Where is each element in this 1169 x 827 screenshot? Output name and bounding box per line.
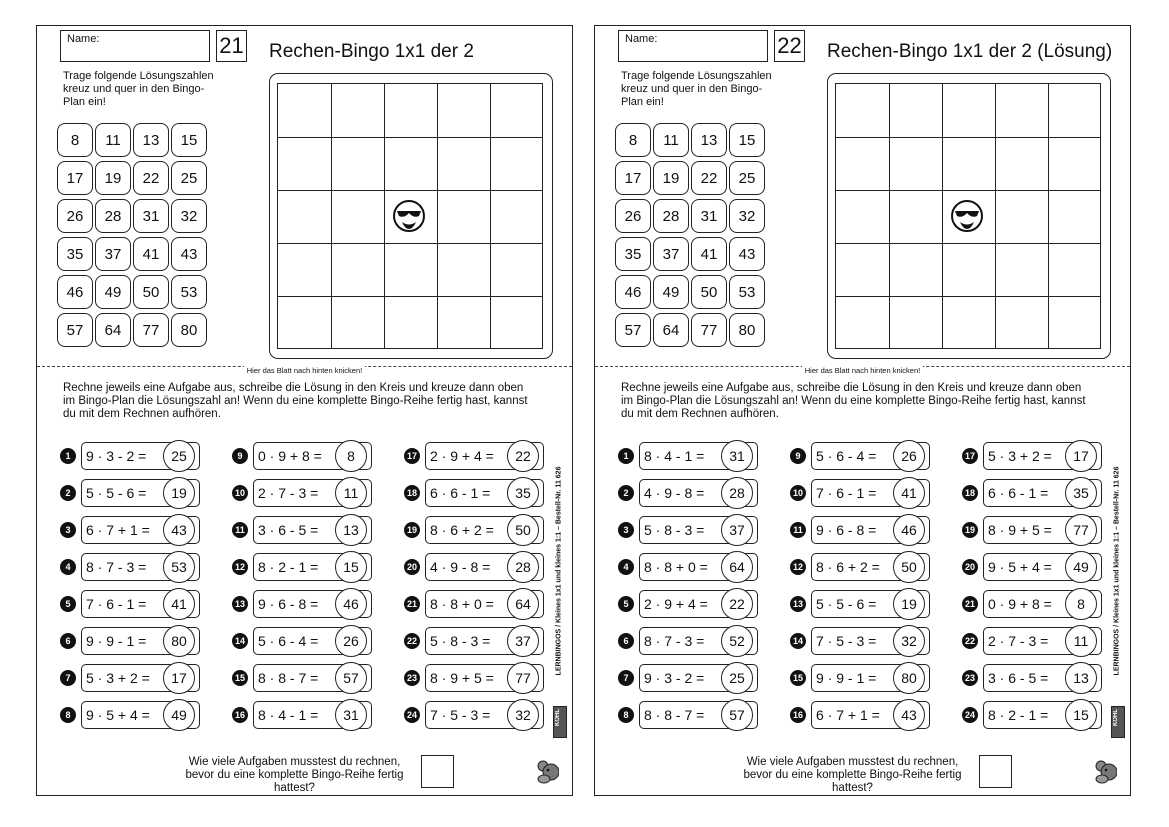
task-item — [618, 662, 760, 694]
solution-number: 19 — [653, 161, 689, 195]
answer-circle[interactable]: 46 — [893, 514, 925, 546]
solution-number: 31 — [133, 199, 169, 233]
task-item — [618, 440, 760, 472]
answer-circle[interactable]: 35 — [507, 477, 539, 509]
task-item — [404, 588, 546, 620]
solution-number: 31 — [691, 199, 727, 233]
task-expression: 8 · 4 - 1 = — [644, 448, 705, 464]
answer-circle[interactable]: 19 — [163, 477, 195, 509]
name-label: Name: — [625, 33, 658, 45]
task-item — [618, 588, 760, 620]
task-number-badge: 9 — [790, 448, 806, 464]
task-number-badge: 20 — [962, 559, 978, 575]
answer-circle[interactable]: 43 — [163, 514, 195, 546]
task-item — [790, 551, 932, 583]
task-expression: 9 · 9 - 1 = — [816, 670, 877, 686]
task-expression: 7 · 6 - 1 = — [816, 485, 877, 501]
name-label: Name: — [67, 33, 100, 45]
solution-number: 28 — [95, 199, 131, 233]
task-item — [232, 514, 374, 546]
answer-circle[interactable]: 17 — [163, 662, 195, 694]
task-expression: 6 · 7 + 1 = — [86, 522, 150, 538]
answer-circle[interactable]: 31 — [335, 699, 367, 731]
answer-circle[interactable]: 17 — [1065, 440, 1097, 472]
bingo-grid[interactable] — [277, 83, 543, 349]
solution-number: 35 — [57, 237, 93, 271]
solution-number: 43 — [729, 237, 765, 271]
task-item — [232, 699, 374, 731]
fold-instruction: Hier das Blatt nach hinten knicken! — [244, 366, 365, 375]
task-item — [60, 625, 202, 657]
answer-circle[interactable]: 15 — [1065, 699, 1097, 731]
task-expression: 2 · 9 + 4 = — [430, 448, 494, 464]
task-number-badge: 12 — [790, 559, 806, 575]
task-number-badge: 13 — [232, 596, 248, 612]
task-item — [618, 477, 760, 509]
answer-circle[interactable]: 32 — [893, 625, 925, 657]
publisher-logo: KOHL — [1111, 706, 1125, 738]
answer-circle[interactable]: 52 — [721, 625, 753, 657]
task-number-badge: 7 — [60, 670, 76, 686]
task-expression: 9 · 5 + 4 = — [988, 559, 1052, 575]
bingo-plan — [269, 73, 553, 359]
task-expression: 6 · 6 - 1 = — [430, 485, 491, 501]
task-item — [60, 662, 202, 694]
task-item — [60, 477, 202, 509]
task-item — [962, 514, 1104, 546]
solution-number: 17 — [57, 161, 93, 195]
task-expression: 8 · 8 + 0 = — [430, 596, 494, 612]
worksheet-22-solution — [594, 25, 1131, 796]
task-item — [790, 514, 932, 546]
task-item — [790, 699, 932, 731]
task-number-badge: 12 — [232, 559, 248, 575]
answer-circle[interactable]: 35 — [1065, 477, 1097, 509]
task-number-badge: 21 — [962, 596, 978, 612]
answer-circle[interactable]: 11 — [335, 477, 367, 509]
answer-circle[interactable]: 8 — [335, 440, 367, 472]
task-item — [404, 514, 546, 546]
answer-circle[interactable]: 13 — [335, 514, 367, 546]
task-expression: 8 · 7 - 3 = — [86, 559, 147, 575]
task-number-badge: 11 — [790, 522, 806, 538]
task-expression: 4 · 9 - 8 = — [430, 559, 491, 575]
task-number-badge: 17 — [404, 448, 420, 464]
task-item — [962, 551, 1104, 583]
task-item — [962, 625, 1104, 657]
task-expression: 9 · 3 - 2 = — [644, 670, 705, 686]
publisher-side-text: LERNBINGOS / Kleines 1x1 und kleines 1:1 – Bestell-Nr. 11 626 — [1113, 466, 1121, 676]
task-number-badge: 10 — [790, 485, 806, 501]
task-item — [962, 477, 1104, 509]
solution-number: 46 — [615, 275, 651, 309]
task-number-badge: 23 — [404, 670, 420, 686]
task-number-badge: 22 — [404, 633, 420, 649]
answer-circle[interactable]: 49 — [163, 699, 195, 731]
task-number-badge: 4 — [618, 559, 634, 575]
task-expression: 5 · 6 - 4 = — [816, 448, 877, 464]
task-number-badge: 15 — [790, 670, 806, 686]
task-number-badge: 3 — [60, 522, 76, 538]
answer-circle[interactable]: 32 — [507, 699, 539, 731]
solution-number: 13 — [691, 123, 727, 157]
solution-number: 80 — [729, 313, 765, 347]
task-number-badge: 14 — [232, 633, 248, 649]
solution-number: 11 — [95, 123, 131, 157]
task-item — [618, 514, 760, 546]
answer-circle[interactable]: 50 — [507, 514, 539, 546]
solution-number: 28 — [653, 199, 689, 233]
task-number-badge: 8 — [618, 707, 634, 723]
task-expression: 3 · 6 - 5 = — [988, 670, 1049, 686]
task-expression: 9 · 5 + 4 = — [86, 707, 150, 723]
answer-circle[interactable]: 64 — [721, 551, 753, 583]
task-expression: 5 · 8 - 3 = — [430, 633, 491, 649]
task-number-badge: 11 — [232, 522, 248, 538]
task-expression: 9 · 6 - 8 = — [816, 522, 877, 538]
task-item — [790, 440, 932, 472]
task-number-badge: 5 — [618, 596, 634, 612]
task-item — [962, 662, 1104, 694]
page-title: Rechen-Bingo 1x1 der 2 (Lösung) — [827, 41, 1113, 62]
task-item — [60, 440, 202, 472]
task-item — [962, 699, 1104, 731]
task-item — [60, 514, 202, 546]
task-item — [404, 699, 546, 731]
solution-number: 8 — [57, 123, 93, 157]
name-field[interactable] — [618, 30, 768, 62]
answer-circle[interactable]: 8 — [1065, 588, 1097, 620]
page-title: Rechen-Bingo 1x1 der 2 — [269, 41, 474, 62]
solution-number: 53 — [171, 275, 207, 309]
task-expression: 8 · 4 - 1 = — [258, 707, 319, 723]
task-number-badge: 7 — [618, 670, 634, 686]
task-item — [404, 477, 546, 509]
task-item — [618, 551, 760, 583]
final-question: Wie viele Aufgaben musstest du rechnen, bevor du eine komplette Bingo-Reihe fertig hattest? — [185, 756, 404, 794]
answer-circle[interactable]: 19 — [893, 588, 925, 620]
task-number-badge: 6 — [618, 633, 634, 649]
task-number-badge: 6 — [60, 633, 76, 649]
solution-number: 32 — [729, 199, 765, 233]
task-number-badge: 15 — [232, 670, 248, 686]
task-expression: 5 · 6 - 4 = — [258, 633, 319, 649]
task-number-badge: 2 — [60, 485, 76, 501]
task-number-badge: 22 — [962, 633, 978, 649]
task-expression: 8 · 2 - 1 = — [988, 707, 1049, 723]
task-number-badge: 23 — [962, 670, 978, 686]
task-expression: 8 · 9 + 5 = — [430, 670, 494, 686]
solution-number: 26 — [615, 199, 651, 233]
solution-number: 77 — [133, 313, 169, 347]
solution-number: 37 — [95, 237, 131, 271]
solution-number: 17 — [615, 161, 651, 195]
solution-number: 26 — [57, 199, 93, 233]
task-item — [962, 440, 1104, 472]
answer-circle[interactable]: 53 — [163, 551, 195, 583]
answer-circle[interactable]: 37 — [507, 625, 539, 657]
task-item — [232, 662, 374, 694]
task-item — [232, 588, 374, 620]
task-item — [618, 625, 760, 657]
solution-number: 19 — [95, 161, 131, 195]
task-item — [60, 699, 202, 731]
solution-number: 43 — [171, 237, 207, 271]
task-number-badge: 5 — [60, 596, 76, 612]
solution-number: 57 — [615, 313, 651, 347]
koala-mascot-icon — [535, 758, 559, 784]
task-number-badge: 8 — [60, 707, 76, 723]
solution-number: 15 — [171, 123, 207, 157]
answer-circle[interactable]: 77 — [507, 662, 539, 694]
worksheet-21 — [36, 25, 573, 796]
answer-circle[interactable]: 57 — [721, 699, 753, 731]
task-expression: 9 · 6 - 8 = — [258, 596, 319, 612]
solution-number: 22 — [133, 161, 169, 195]
solution-number: 13 — [133, 123, 169, 157]
task-number-badge: 16 — [232, 707, 248, 723]
answer-circle[interactable]: 15 — [335, 551, 367, 583]
answer-circle[interactable]: 26 — [893, 440, 925, 472]
task-expression: 5 · 3 + 2 = — [988, 448, 1052, 464]
task-expression: 5 · 5 - 6 = — [816, 596, 877, 612]
koala-mascot-icon — [1093, 758, 1117, 784]
instruction-bottom: Rechne jeweils eine Aufgabe aus, schreibe die Lösung in den Kreis und kreuze dann oben im Bingo-Plan die Lösungszahl an! Wenn du eine komplette Bingo-Reihe fertig hast, kannst du mit dem Rechnen aufhören. — [63, 382, 528, 420]
task-expression: 2 · 7 - 3 = — [988, 633, 1049, 649]
task-expression: 8 · 9 + 5 = — [988, 522, 1052, 538]
task-expression: 8 · 7 - 3 = — [644, 633, 705, 649]
solution-number: 8 — [615, 123, 651, 157]
answer-circle[interactable]: 41 — [163, 588, 195, 620]
bingo-grid[interactable] — [835, 83, 1101, 349]
task-number-badge: 16 — [790, 707, 806, 723]
answer-circle[interactable]: 28 — [507, 551, 539, 583]
task-number-badge: 9 — [232, 448, 248, 464]
solution-number: 25 — [729, 161, 765, 195]
task-item — [232, 477, 374, 509]
task-expression: 7 · 6 - 1 = — [86, 596, 147, 612]
task-expression: 7 · 5 - 3 = — [816, 633, 877, 649]
task-number-badge: 4 — [60, 559, 76, 575]
answer-circle[interactable]: 77 — [1065, 514, 1097, 546]
task-number-badge: 13 — [790, 596, 806, 612]
task-expression: 5 · 3 + 2 = — [86, 670, 150, 686]
task-item — [790, 662, 932, 694]
task-expression: 6 · 6 - 1 = — [988, 485, 1049, 501]
answer-circle[interactable]: 22 — [507, 440, 539, 472]
task-item — [790, 588, 932, 620]
answer-circle[interactable]: 22 — [721, 588, 753, 620]
task-item — [60, 588, 202, 620]
task-number-badge: 20 — [404, 559, 420, 575]
solution-number: 37 — [653, 237, 689, 271]
sheet-number: 21 — [216, 30, 247, 62]
answer-circle[interactable]: 25 — [163, 440, 195, 472]
task-number-badge: 10 — [232, 485, 248, 501]
task-expression: 2 · 9 + 4 = — [644, 596, 708, 612]
task-item — [404, 625, 546, 657]
answer-circle[interactable]: 11 — [1065, 625, 1097, 657]
final-question: Wie viele Aufgaben musstest du rechnen, bevor du eine komplette Bingo-Reihe fertig hattest? — [743, 756, 962, 794]
answer-circle[interactable]: 50 — [893, 551, 925, 583]
solution-number: 25 — [171, 161, 207, 195]
task-number-badge: 1 — [618, 448, 634, 464]
task-expression: 0 · 9 + 8 = — [988, 596, 1052, 612]
task-number-badge: 21 — [404, 596, 420, 612]
answer-count-box[interactable] — [421, 755, 454, 788]
task-number-badge: 14 — [790, 633, 806, 649]
instruction-top: Trage folgende Lösungszahlen kreuz und quer in den Bingo-Plan ein! — [621, 70, 772, 108]
solution-number: 80 — [171, 313, 207, 347]
solution-number: 64 — [653, 313, 689, 347]
solution-number: 77 — [691, 313, 727, 347]
cool-smiley-icon — [950, 199, 984, 233]
solution-number: 46 — [57, 275, 93, 309]
task-item — [404, 440, 546, 472]
answer-circle[interactable]: 43 — [893, 699, 925, 731]
answer-circle[interactable]: 25 — [721, 662, 753, 694]
task-expression: 6 · 7 + 1 = — [816, 707, 880, 723]
solution-number: 41 — [133, 237, 169, 271]
bingo-plan — [827, 73, 1111, 359]
task-item — [790, 477, 932, 509]
sheet-number: 22 — [774, 30, 805, 62]
task-item — [404, 662, 546, 694]
answer-circle[interactable]: 80 — [893, 662, 925, 694]
answer-circle[interactable]: 49 — [1065, 551, 1097, 583]
solution-number: 49 — [653, 275, 689, 309]
task-item — [60, 551, 202, 583]
task-number-badge: 17 — [962, 448, 978, 464]
task-expression: 7 · 5 - 3 = — [430, 707, 491, 723]
task-number-badge: 19 — [962, 522, 978, 538]
task-number-badge: 3 — [618, 522, 634, 538]
task-item — [790, 625, 932, 657]
task-item — [404, 551, 546, 583]
solution-number: 49 — [95, 275, 131, 309]
instruction-bottom: Rechne jeweils eine Aufgabe aus, schreibe die Lösung in den Kreis und kreuze dann oben im Bingo-Plan die Lösungszahl an! Wenn du eine komplette Bingo-Reihe fertig hast, kannst du mit dem Rechnen aufhören. — [621, 382, 1086, 420]
answer-circle[interactable]: 41 — [893, 477, 925, 509]
publisher-side-text: LERNBINGOS / Kleines 1x1 und kleines 1:1 – Bestell-Nr. 11 626 — [555, 466, 563, 676]
task-expression: 9 · 9 - 1 = — [86, 633, 147, 649]
solution-number: 22 — [691, 161, 727, 195]
task-item — [232, 440, 374, 472]
instruction-top: Trage folgende Lösungszahlen kreuz und quer in den Bingo-Plan ein! — [63, 70, 214, 108]
task-item — [962, 588, 1104, 620]
solution-number: 53 — [729, 275, 765, 309]
task-number-badge: 19 — [404, 522, 420, 538]
answer-circle[interactable]: 80 — [163, 625, 195, 657]
task-expression: 4 · 9 - 8 = — [644, 485, 705, 501]
task-number-badge: 24 — [404, 707, 420, 723]
task-expression: 3 · 6 - 5 = — [258, 522, 319, 538]
answer-count-box[interactable] — [979, 755, 1012, 788]
name-field[interactable] — [60, 30, 210, 62]
task-expression: 9 · 3 - 2 = — [86, 448, 147, 464]
task-expression: 8 · 8 - 7 = — [644, 707, 705, 723]
answer-circle[interactable]: 13 — [1065, 662, 1097, 694]
task-number-badge: 24 — [962, 707, 978, 723]
answer-circle[interactable]: 57 — [335, 662, 367, 694]
solution-number: 57 — [57, 313, 93, 347]
solution-number: 32 — [171, 199, 207, 233]
task-item — [232, 625, 374, 657]
publisher-logo: KOHL — [553, 706, 567, 738]
task-number-badge: 2 — [618, 485, 634, 501]
solution-number: 11 — [653, 123, 689, 157]
fold-instruction: Hier das Blatt nach hinten knicken! — [802, 366, 923, 375]
solution-number: 50 — [133, 275, 169, 309]
answer-circle[interactable]: 26 — [335, 625, 367, 657]
task-expression: 8 · 8 + 0 = — [644, 559, 708, 575]
answer-circle[interactable]: 64 — [507, 588, 539, 620]
task-item — [232, 551, 374, 583]
solution-number: 41 — [691, 237, 727, 271]
task-expression: 8 · 6 + 2 = — [430, 522, 494, 538]
task-item — [618, 699, 760, 731]
solution-number: 50 — [691, 275, 727, 309]
task-expression: 5 · 8 - 3 = — [644, 522, 705, 538]
cool-smiley-icon — [392, 199, 426, 233]
solution-number: 35 — [615, 237, 651, 271]
task-expression: 8 · 6 + 2 = — [816, 559, 880, 575]
solution-number: 15 — [729, 123, 765, 157]
answer-circle[interactable]: 28 — [721, 477, 753, 509]
task-number-badge: 18 — [962, 485, 978, 501]
solution-number: 64 — [95, 313, 131, 347]
answer-circle[interactable]: 31 — [721, 440, 753, 472]
answer-circle[interactable]: 46 — [335, 588, 367, 620]
task-number-badge: 1 — [60, 448, 76, 464]
task-expression: 5 · 5 - 6 = — [86, 485, 147, 501]
task-expression: 8 · 8 - 7 = — [258, 670, 319, 686]
task-expression: 2 · 7 - 3 = — [258, 485, 319, 501]
task-number-badge: 18 — [404, 485, 420, 501]
task-expression: 0 · 9 + 8 = — [258, 448, 322, 464]
task-expression: 8 · 2 - 1 = — [258, 559, 319, 575]
answer-circle[interactable]: 37 — [721, 514, 753, 546]
